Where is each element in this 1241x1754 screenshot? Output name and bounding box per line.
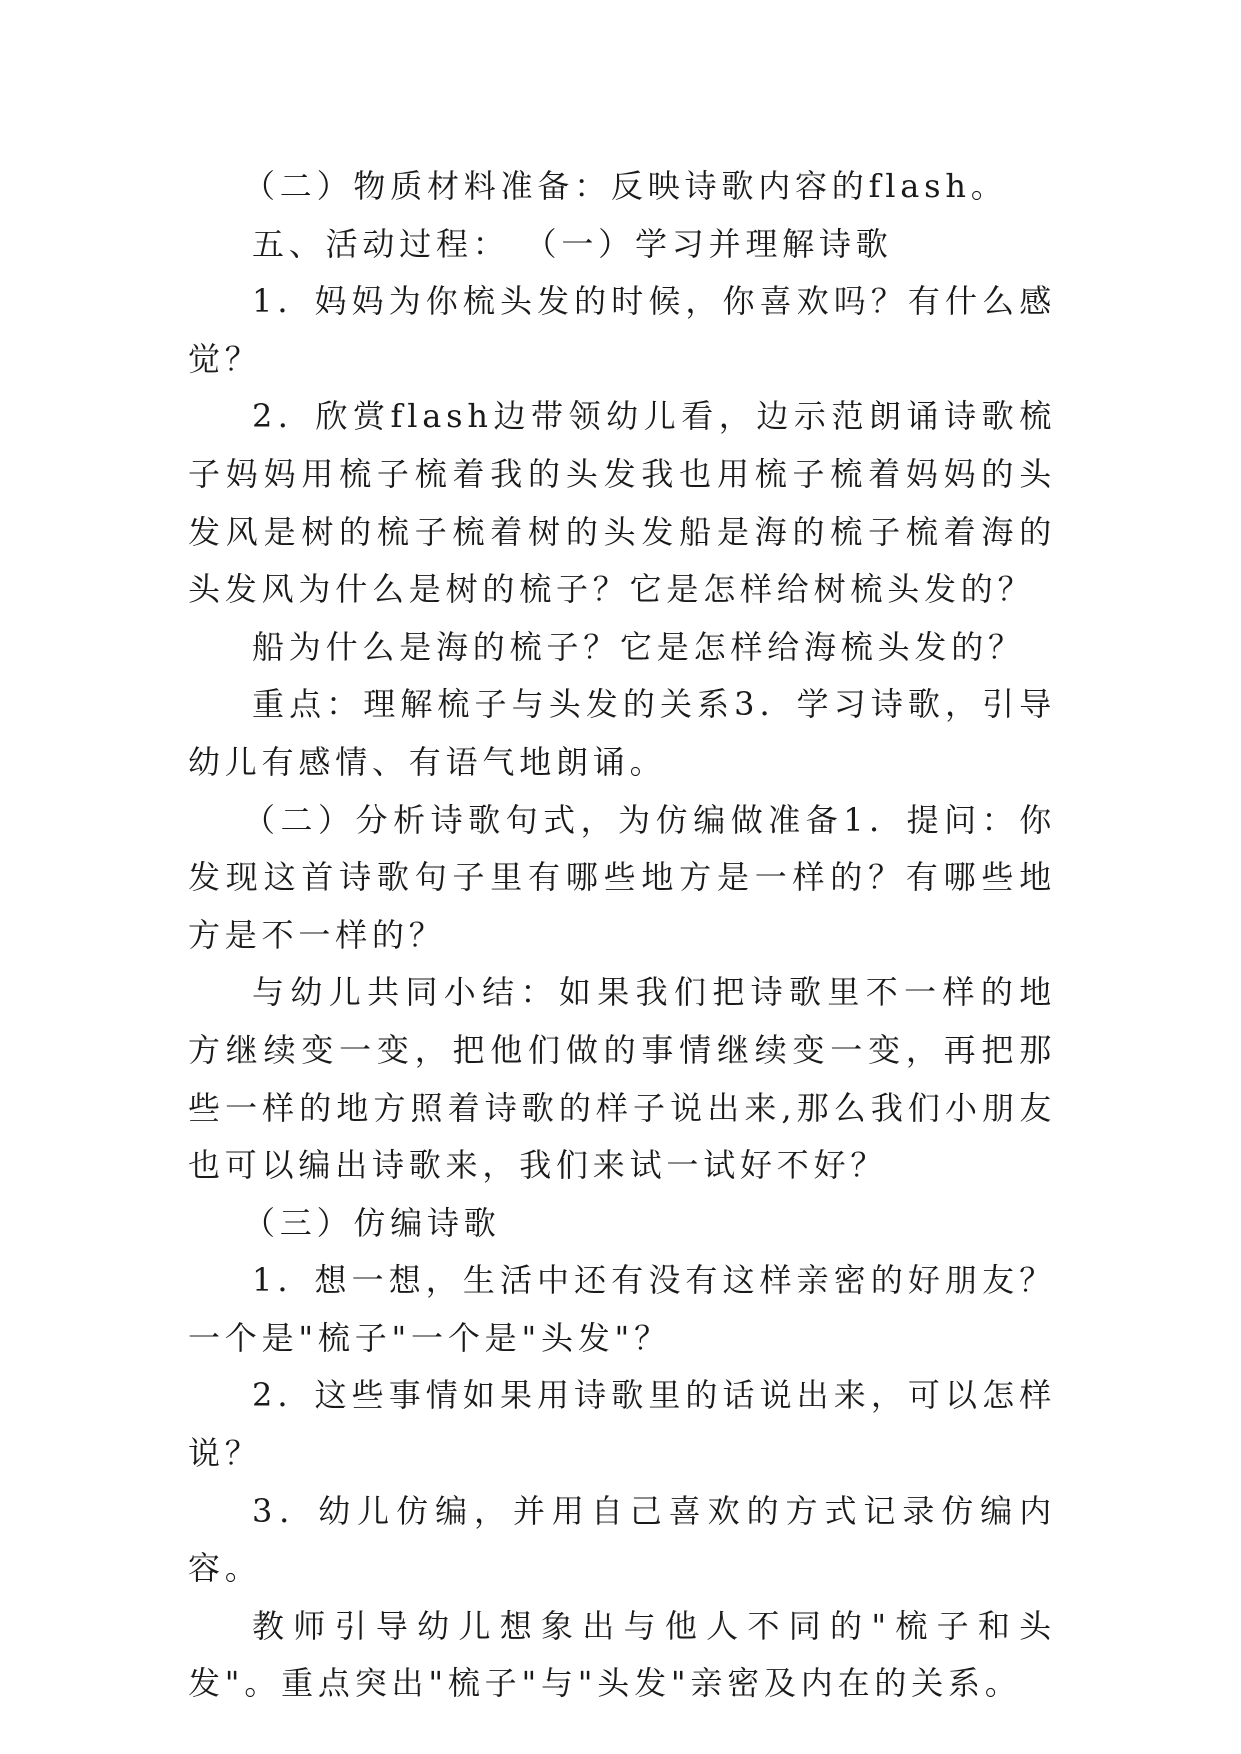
paragraph-analyze-sentence: （二）分析诗歌句式，为仿编做准备1．提问：你发现这首诗歌句子里有哪些地方是一样的？有哪些地方是不一样的？: [188, 800, 1056, 954]
paragraph-teacher-guide: 教师引导幼儿想象出与他人不同的"梳子和头发"。重点突出"梳子"与"头发"亲密及内在的关系。: [188, 1606, 1056, 1703]
paragraph-boat-question: 船为什么是海的梳子？它是怎样给海梳头发的？: [252, 627, 1025, 666]
paragraph-appreciate-poem: 2．欣赏flash边带领幼儿看，边示范朗诵诗歌梳子妈妈用梳子梳着我的头发我也用梳子梳着妈妈的头发风是树的梳子梳着树的头发船是海的梳子梳着海的头发风为什么是树的梳子？它是怎样给树梳头发的？: [188, 397, 1056, 609]
paragraph-material-preparation: （二）物质材料准备：反映诗歌内容的flash。: [243, 167, 1008, 205]
document-body: [188, 158, 1056, 1713]
paragraph-think-2: 2．这些事情如果用诗歌里的话说出来，可以怎样说？: [188, 1376, 1056, 1473]
paragraph-activity-process-heading: 五、活动过程： （一）学习并理解诗歌: [252, 224, 893, 263]
paragraph-summary: 与幼儿共同小结：如果我们把诗歌里不一样的地方继续变一变，把他们做的事情继续变一变，再把那些一样的地方照着诗歌的样子说出来,那么我们小朋友也可以编出诗歌来，我们来试一试好不好？: [188, 973, 1056, 1185]
paragraph-question-1: 1．妈妈为你梳头发的时候，你喜欢吗？有什么感觉？: [188, 282, 1056, 378]
paragraph-think-1: 1．想一想，生活中还有没有这样亲密的好朋友？一个是"梳子"一个是"头发"？: [188, 1261, 1056, 1357]
paragraph-key-point: 重点：理解梳子与头发的关系3．学习诗歌，引导幼儿有感情、有语气地朗诵。: [188, 685, 1056, 781]
paragraph-imitate-heading: （三）仿编诗歌: [243, 1203, 501, 1242]
paragraph-think-3: 3．幼儿仿编，并用自己喜欢的方式记录仿编内容。: [188, 1491, 1056, 1588]
